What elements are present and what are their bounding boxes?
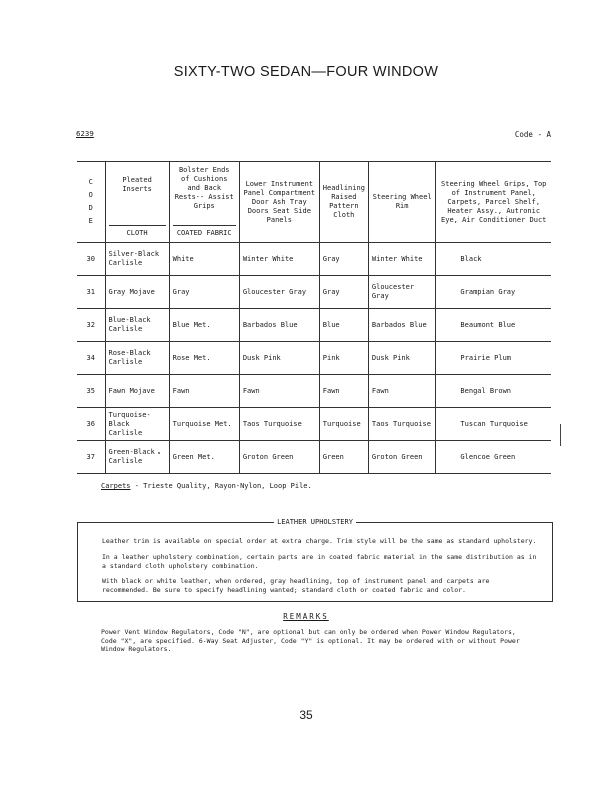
bolster-cell: Fawn <box>169 375 239 408</box>
steering-grips-cell: Black <box>436 243 551 276</box>
code-cell: 31 <box>77 276 105 309</box>
lower-panel-cell: Winter White <box>239 243 319 276</box>
steering-rim-cell: Groton Green <box>368 441 436 474</box>
bolster-cell: Blue Met. <box>169 309 239 342</box>
table-header-row <box>77 162 551 243</box>
table-row <box>77 408 551 441</box>
page-number: 35 <box>299 708 313 722</box>
document-number: 6239 <box>76 130 94 138</box>
table-row <box>77 375 551 408</box>
coated-fabric-label: COATED FABRIC <box>173 225 236 238</box>
code-cell: 34 <box>77 342 105 375</box>
steering-grips-cell: Bengal Brown <box>436 375 551 408</box>
bolster-cell: White <box>169 243 239 276</box>
headlining-cell: Turquoise <box>319 408 368 441</box>
pleated-cell: Fawn Mojave <box>105 375 169 408</box>
steering-rim-cell: Winter White <box>368 243 436 276</box>
steering-grips-cell: Beaumont Blue <box>436 309 551 342</box>
headlining-cell: Fawn <box>319 375 368 408</box>
lower-panel-cell: Dusk Pink <box>239 342 319 375</box>
headlining-cell: Blue <box>319 309 368 342</box>
code-cell: 35 <box>77 375 105 408</box>
carpets-label: Carpets <box>101 482 131 490</box>
lower-panel-cell: Taos Turquoise <box>239 408 319 441</box>
table-row <box>77 243 551 276</box>
steering-grips-cell: Tuscan Turquoise <box>436 408 551 441</box>
lower-panel-cell: Gloucester Gray <box>239 276 319 309</box>
steering-grips-cell: Prairie Plum <box>436 342 551 375</box>
pleated-cell: Blue-Black Carlisle <box>105 309 169 342</box>
leather-paragraph-1: Leather trim is available on special order at extra charge. Trim style will be the same as standard upholstery. <box>102 537 537 545</box>
code-reference: Code - A <box>514 130 551 139</box>
code-letter: O <box>88 191 93 199</box>
headlining-header: Headlining Raised Pattern Cloth <box>319 162 368 243</box>
leather-upholstery-box <box>77 518 553 602</box>
table-row <box>77 342 551 375</box>
steering-grips-header: Steering Wheel Grips, Top of Instrument Panel, Carpets, Parcel Shelf, Heater Assy., Autronic Eye, Air Conditioner Duct <box>436 162 551 243</box>
lower-panel-header: Lower Instrument Panel Compartment Door Ash Tray Doors Seat Side Panels <box>239 162 319 243</box>
steering-rim-cell: Fawn <box>368 375 436 408</box>
code-letter: D <box>88 204 93 212</box>
page-title: SIXTY-TWO SEDAN—FOUR WINDOW <box>173 64 439 80</box>
bolster-header <box>169 162 239 243</box>
leather-paragraph-2: In a leather upholstery combination, certain parts are in coated fabric material in the same distribution as in a standard cloth upholstery combination. <box>102 553 537 570</box>
pleated-inserts-header <box>105 162 169 243</box>
table-row <box>77 309 551 342</box>
bolster-cell: Turquoise Met. <box>169 408 239 441</box>
leather-title: LEATHER UPHOLSTERY <box>274 518 356 526</box>
carpets-note <box>101 482 312 490</box>
bolster-cell: Gray <box>169 276 239 309</box>
headlining-cell: Pink <box>319 342 368 375</box>
steering-rim-header: Steering Wheel Rim <box>368 162 436 243</box>
code-cell: 30 <box>77 243 105 276</box>
scan-speck <box>158 452 160 454</box>
lower-panel-cell: Fawn <box>239 375 319 408</box>
code-letter: C <box>88 178 93 186</box>
steering-rim-cell: Taos Turquoise <box>368 408 436 441</box>
code-cell: 32 <box>77 309 105 342</box>
leather-paragraph-3: With black or white leather, when ordered, gray headlining, top of instrument panel and carpets are recommended. Be sure to specify headlining wanted; standard cloth or coated fabric and color. <box>102 577 490 594</box>
lower-panel-cell: Groton Green <box>239 441 319 474</box>
steering-grips-cell: Glencoe Green <box>436 441 551 474</box>
code-cell: 36 <box>77 408 105 441</box>
bolster-cell: Rose Met. <box>169 342 239 375</box>
pleated-inserts-label: Pleated Inserts <box>122 176 152 193</box>
bolster-label: Bolster Ends of Cushions and Back Rests-- Assist Grips <box>174 166 234 210</box>
trim-table <box>77 161 551 474</box>
pleated-cell: Silver-Black Carlisle <box>105 243 169 276</box>
code-letter: E <box>88 217 93 225</box>
headlining-cell: Green <box>319 441 368 474</box>
steering-rim-cell: Gloucester Gray <box>368 276 436 309</box>
table-row <box>77 276 551 309</box>
pleated-cell: Rose-Black Carlisle <box>105 342 169 375</box>
steering-rim-cell: Dusk Pink <box>368 342 436 375</box>
remarks-text: Power Vent Window Regulators, Code "N", are optional but can only be ordered when Power Window Regulators, Code "X", are specified. 6-Way Seat Adjuster, Code "Y" is optional. It may be ordered with or without Power Window Regulators. <box>101 628 520 653</box>
cloth-label: CLOTH <box>109 225 166 238</box>
carpets-text: - Trieste Quality, Rayon-Nylon, Loop Pile. <box>130 482 312 490</box>
headlining-cell: Gray <box>319 276 368 309</box>
pleated-cell: Turquoise-Black Carlisle <box>105 408 169 441</box>
steering-grips-cell: Grampian Gray <box>436 276 551 309</box>
pleated-cell: Green-Black Carlisle <box>105 441 169 474</box>
table-row <box>77 441 551 474</box>
pleated-cell: Gray Mojave <box>105 276 169 309</box>
code-column-header <box>77 162 105 243</box>
margin-mark <box>560 424 561 446</box>
lower-panel-cell: Barbados Blue <box>239 309 319 342</box>
headlining-cell: Gray <box>319 243 368 276</box>
remarks-title: REMARKS <box>283 612 329 621</box>
bolster-cell: Green Met. <box>169 441 239 474</box>
steering-rim-cell: Barbados Blue <box>368 309 436 342</box>
code-cell: 37 <box>77 441 105 474</box>
